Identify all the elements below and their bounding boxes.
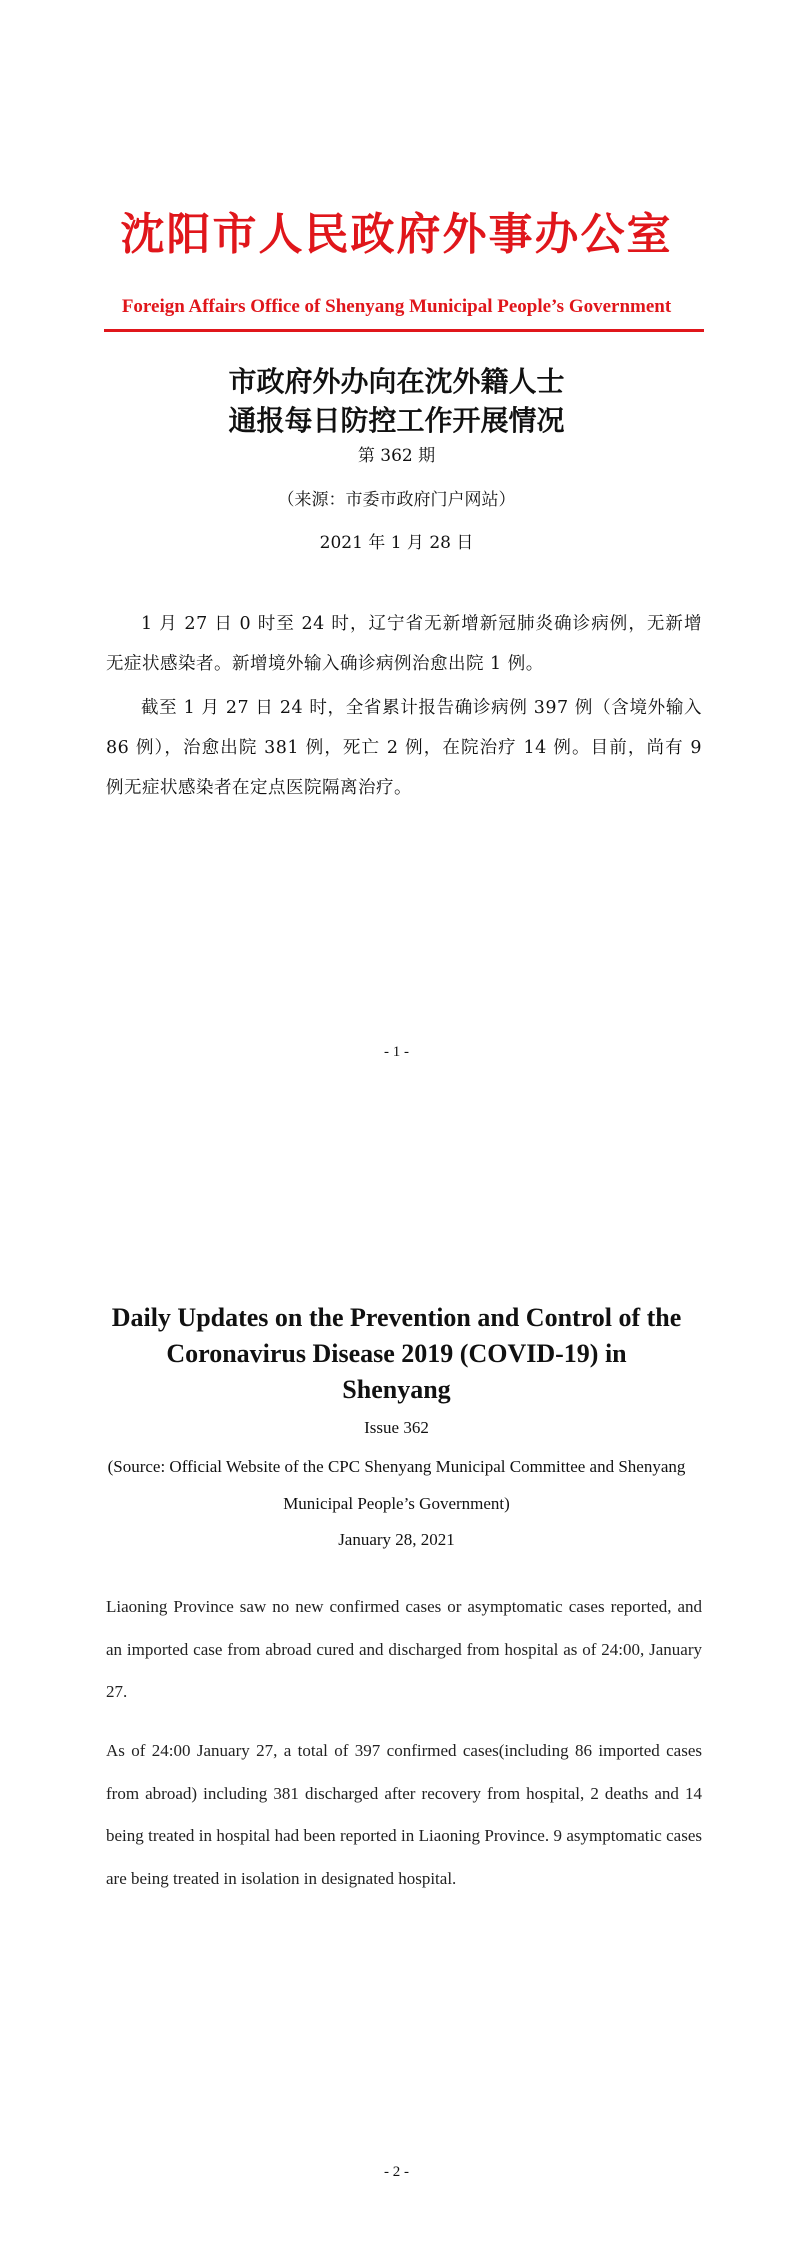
letterhead-divider: [104, 329, 704, 332]
page2-date: January 28, 2021: [338, 1530, 455, 1549]
page2-paragraph-2: As of 24:00 January 27, a total of 397 confirmed cases(including 86 imported cases from abroad) including 381 discharged after recovery from hospital, 2 deaths and 14 being treated in hospital had been reported in Liaoning Province. 9 asymptomatic cases are being treated in isolation in designated hospital.: [106, 1741, 702, 1888]
page1-paragraph-2: 截至 1 月 27 日 24 时，全省累计报告确诊病例 397 例（含境外输入 86 例），治愈出院 381 例，死亡 2 例，在院治疗 14 例。目前，尚有 9 例无症状感染者在定点医院隔离治疗。: [106, 698, 702, 798]
letterhead-subtitle: Foreign Affairs Office of Shenyang Municipal People’s Government: [121, 296, 672, 317]
page1-title-line1: 市政府外办向在沈外籍人士: [228, 365, 565, 398]
page1-number: - 1 -: [384, 1044, 409, 1060]
page2-source: (Source: Official Website of the CPC Shenyang Municipal Committee and Shenyang Municipal People’s Government): [107, 1457, 686, 1513]
page2-title: Daily Updates on the Prevention and Control of the Coronavirus Disease 2019 (COVID-19) in Shenyang: [111, 1303, 682, 1404]
page1-date: 2021 年 1 月 28 日: [319, 533, 474, 553]
page1-title-line2: 通报每日防控工作开展情况: [228, 404, 565, 437]
page2-paragraph-1: Liaoning Province saw no new confirmed cases or asymptomatic cases reported, and an imported case from abroad cured and discharged from hospital as of 24:00, January 27.: [106, 1597, 702, 1701]
letterhead-title: 沈阳市人民政府外事办公室: [120, 209, 673, 260]
page2-issue: Issue 362: [364, 1418, 429, 1437]
page1-paragraph-1: 1 月 27 日 0 时至 24 时，辽宁省无新增新冠肺炎确诊病例，无新增无症状感染者。新增境外输入确诊病例治愈出院 1 例。: [106, 614, 702, 674]
page2-number: - 2 -: [384, 2164, 409, 2180]
page1-source: （来源：市委市政府门户网站）: [277, 490, 516, 510]
page1-issue: 第 362 期: [357, 446, 436, 466]
